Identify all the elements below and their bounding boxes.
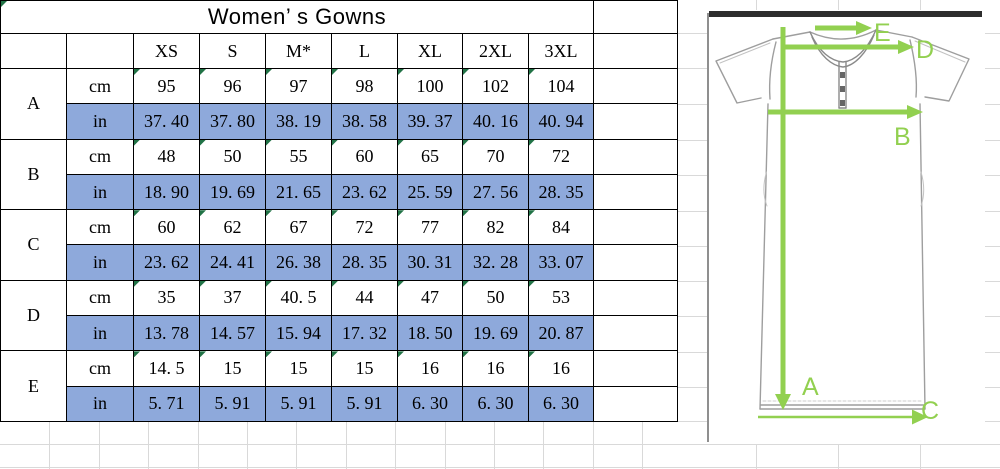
unit-cell-cm[interactable]: cm <box>67 280 134 315</box>
table-row <box>1 316 678 351</box>
value-d-cm-2[interactable]: 40. 5 <box>266 280 332 315</box>
table-row <box>1 69 678 104</box>
table-row <box>1 386 678 421</box>
value-e-in-0[interactable]: 5. 71 <box>134 386 200 421</box>
value-a-in-3[interactable]: 38. 58 <box>332 104 398 139</box>
value-e-in-3[interactable]: 5. 91 <box>332 386 398 421</box>
value-a-cm-3[interactable]: 98 <box>332 69 398 104</box>
unit-cell-in[interactable]: in <box>67 386 134 421</box>
value-c-in-1[interactable]: 24. 41 <box>200 245 266 280</box>
size-header-xl[interactable]: XL <box>398 34 463 69</box>
value-c-in-0[interactable]: 23. 62 <box>134 245 200 280</box>
value-c-cm-5[interactable]: 82 <box>463 210 529 245</box>
value-a-in-2[interactable]: 38. 19 <box>266 104 332 139</box>
empty-cell[interactable] <box>594 34 678 69</box>
table-row <box>1 245 678 280</box>
value-a-in-1[interactable]: 37. 80 <box>200 104 266 139</box>
measurement-arrows <box>758 21 928 425</box>
table-row <box>1 280 678 315</box>
empty-cell[interactable] <box>594 245 678 280</box>
empty-cell[interactable] <box>594 280 678 315</box>
arrow-label-b: B <box>894 123 911 151</box>
value-c-cm-4[interactable]: 77 <box>398 210 463 245</box>
value-b-cm-1[interactable]: 50 <box>200 139 266 174</box>
table-row <box>1 139 678 174</box>
measure-label-c[interactable]: C <box>1 210 67 281</box>
value-e-cm-2[interactable]: 15 <box>266 351 332 386</box>
unit-cell-in[interactable]: in <box>67 104 134 139</box>
table-row <box>1 104 678 139</box>
gown-illustration <box>707 10 985 444</box>
value-e-in-4[interactable]: 6. 30 <box>398 386 463 421</box>
size-header-2xl[interactable]: 2XL <box>463 34 529 69</box>
value-d-cm-4[interactable]: 47 <box>398 280 463 315</box>
value-e-cm-5[interactable]: 16 <box>463 351 529 386</box>
unit-cell-in[interactable]: in <box>67 174 134 209</box>
value-a-in-6[interactable]: 40. 94 <box>529 104 594 139</box>
value-c-cm-6[interactable]: 84 <box>529 210 594 245</box>
value-d-cm-5[interactable]: 50 <box>463 280 529 315</box>
value-a-cm-6[interactable]: 104 <box>529 69 594 104</box>
value-a-in-5[interactable]: 40. 16 <box>463 104 529 139</box>
value-d-cm-1[interactable]: 37 <box>200 280 266 315</box>
size-header-l[interactable]: L <box>332 34 398 69</box>
value-d-in-6[interactable]: 20. 87 <box>529 316 594 351</box>
value-d-cm-3[interactable]: 44 <box>332 280 398 315</box>
value-b-in-1[interactable]: 19. 69 <box>200 174 266 209</box>
value-c-in-4[interactable]: 30. 31 <box>398 245 463 280</box>
value-a-in-0[interactable]: 37. 40 <box>134 104 200 139</box>
value-a-cm-2[interactable]: 97 <box>266 69 332 104</box>
value-d-in-3[interactable]: 17. 32 <box>332 316 398 351</box>
measure-label-b[interactable]: B <box>1 139 67 210</box>
value-d-in-5[interactable]: 19. 69 <box>463 316 529 351</box>
value-a-cm-4[interactable]: 100 <box>398 69 463 104</box>
value-c-cm-3[interactable]: 72 <box>332 210 398 245</box>
value-d-in-0[interactable]: 13. 78 <box>134 316 200 351</box>
size-header-s[interactable]: S <box>200 34 266 69</box>
empty-cell[interactable] <box>594 351 678 386</box>
size-header-xs[interactable]: XS <box>134 34 200 69</box>
value-b-in-5[interactable]: 27. 56 <box>463 174 529 209</box>
value-c-in-2[interactable]: 26. 38 <box>266 245 332 280</box>
unit-cell-cm[interactable]: cm <box>67 139 134 174</box>
garment-diagram-image[interactable] <box>707 10 985 444</box>
value-d-cm-6[interactable]: 53 <box>529 280 594 315</box>
arrow-label-d: D <box>916 36 935 64</box>
unit-cell-cm[interactable]: cm <box>67 351 134 386</box>
value-b-cm-6[interactable]: 72 <box>529 139 594 174</box>
gridline <box>0 467 1000 468</box>
value-e-cm-1[interactable]: 15 <box>200 351 266 386</box>
unit-cell-cm[interactable]: cm <box>67 210 134 245</box>
value-d-cm-0[interactable]: 35 <box>134 280 200 315</box>
empty-cell[interactable] <box>594 104 678 139</box>
value-c-in-5[interactable]: 32. 28 <box>463 245 529 280</box>
measure-label-e[interactable]: E <box>1 351 67 422</box>
corner-cell[interactable] <box>1 34 67 69</box>
value-b-in-2[interactable]: 21. 65 <box>266 174 332 209</box>
empty-cell[interactable] <box>594 210 678 245</box>
value-b-in-4[interactable]: 25. 59 <box>398 174 463 209</box>
unit-cell-in[interactable]: in <box>67 316 134 351</box>
value-d-in-1[interactable]: 14. 57 <box>200 316 266 351</box>
value-b-cm-4[interactable]: 65 <box>398 139 463 174</box>
value-b-cm-5[interactable]: 70 <box>463 139 529 174</box>
value-e-in-1[interactable]: 5. 91 <box>200 386 266 421</box>
value-b-in-6[interactable]: 28. 35 <box>529 174 594 209</box>
value-e-cm-4[interactable]: 16 <box>398 351 463 386</box>
table-title[interactable]: Women’ s Gowns <box>1 1 594 34</box>
unit-cell-in[interactable]: in <box>67 245 134 280</box>
table-row <box>1 351 678 386</box>
value-e-in-6[interactable]: 6. 30 <box>529 386 594 421</box>
unit-header-cell[interactable] <box>67 34 134 69</box>
value-e-cm-0[interactable]: 14. 5 <box>134 351 200 386</box>
table-row <box>1 174 678 209</box>
value-a-cm-5[interactable]: 102 <box>463 69 529 104</box>
size-header-m[interactable]: M* <box>266 34 332 69</box>
value-b-cm-2[interactable]: 55 <box>266 139 332 174</box>
value-d-in-2[interactable]: 15. 94 <box>266 316 332 351</box>
value-b-in-0[interactable]: 18. 90 <box>134 174 200 209</box>
back-neck-line <box>810 30 876 39</box>
empty-cell[interactable] <box>594 139 678 174</box>
measure-label-a[interactable]: A <box>1 69 67 140</box>
empty-cell[interactable] <box>594 316 678 351</box>
value-e-cm-3[interactable]: 15 <box>332 351 398 386</box>
value-b-cm-0[interactable]: 48 <box>134 139 200 174</box>
value-d-in-4[interactable]: 18. 50 <box>398 316 463 351</box>
table-row <box>1 210 678 245</box>
arrow-label-e: E <box>874 19 891 47</box>
placket-buttons <box>840 72 845 106</box>
empty-cell[interactable] <box>594 1 678 34</box>
value-c-cm-1[interactable]: 62 <box>200 210 266 245</box>
value-e-in-2[interactable]: 5. 91 <box>266 386 332 421</box>
value-c-in-3[interactable]: 28. 35 <box>332 245 398 280</box>
arrow-label-a: A <box>802 373 819 401</box>
value-a-cm-1[interactable]: 96 <box>200 69 266 104</box>
empty-cell[interactable] <box>594 386 678 421</box>
arrow-label-c: C <box>921 397 940 425</box>
unit-cell-cm[interactable]: cm <box>67 69 134 104</box>
value-e-cm-6[interactable]: 16 <box>529 351 594 386</box>
measure-label-d[interactable]: D <box>1 280 67 351</box>
empty-cell[interactable] <box>594 69 678 104</box>
value-a-cm-0[interactable]: 95 <box>134 69 200 104</box>
size-header-3xl[interactable]: 3XL <box>529 34 594 69</box>
value-c-cm-0[interactable]: 60 <box>134 210 200 245</box>
value-e-in-5[interactable]: 6. 30 <box>463 386 529 421</box>
value-c-cm-2[interactable]: 67 <box>266 210 332 245</box>
value-b-in-3[interactable]: 23. 62 <box>332 174 398 209</box>
value-c-in-6[interactable]: 33. 07 <box>529 245 594 280</box>
empty-cell[interactable] <box>594 174 678 209</box>
value-a-in-4[interactable]: 39. 37 <box>398 104 463 139</box>
value-b-cm-3[interactable]: 60 <box>332 139 398 174</box>
